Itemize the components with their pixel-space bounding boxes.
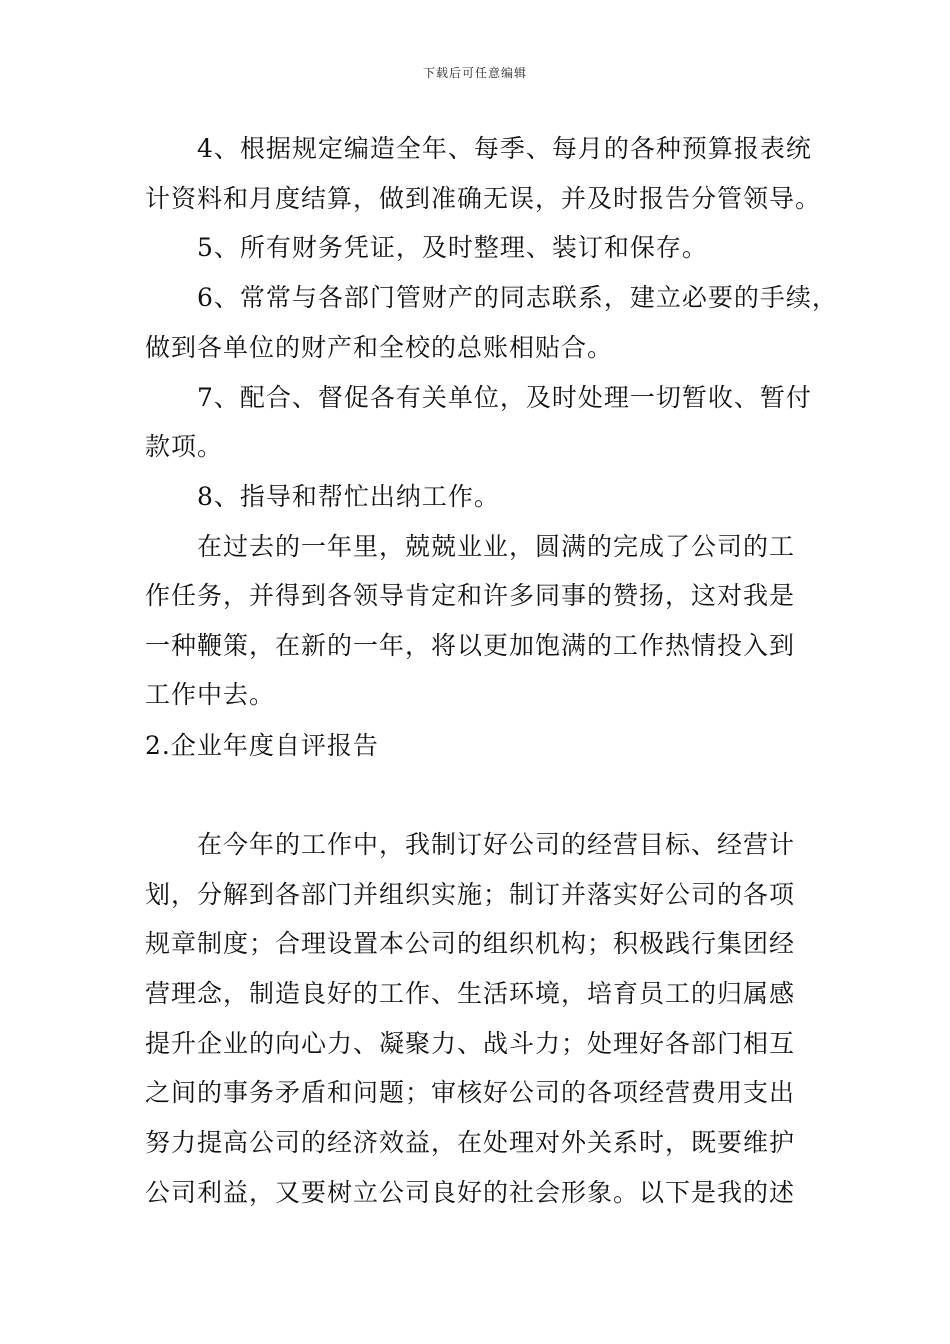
text-line: 4、根据规定编造全年、每季、每月的各种预算报表统 — [197, 134, 812, 163]
section-heading: 2.企业年度自评报告 — [145, 731, 379, 760]
text-line: 在今年的工作中，我制订好公司的经营目标、经营计 — [197, 830, 796, 859]
text-line: 在过去的一年里，兢兢业业，圆满的完成了公司的工 — [197, 532, 796, 561]
page-header: 下载后可任意编辑 — [422, 66, 527, 80]
text-line: 营理念，制造良好的工作、生活环境，培育员工的归属感 — [145, 979, 796, 1008]
text-line: 之间的事务矛盾和问题；审核好公司的各项经营费用支出 — [145, 1078, 796, 1107]
text-line: 7、配合、督促各有关单位，及时处理一切暂收、暂付 — [197, 383, 812, 412]
text-line: 划，分解到各部门并组织实施；制订并落实好公司的各项 — [145, 880, 796, 909]
text-line: 款项。 — [145, 432, 224, 461]
text-line: 公司利益，又要树立公司良好的社会形象。以下是我的述 — [145, 1178, 796, 1207]
text-line: 5、所有财务凭证，及时整理、装订和保存。 — [197, 233, 708, 262]
text-line: 作任务，并得到各领导肯定和许多同事的赞扬，这对我是 — [145, 581, 796, 610]
text-line: 6、常常与各部门管财产的同志联系，建立必要的手续， — [197, 283, 838, 312]
text-line: 规章制度；合理设置本公司的组织机构；积极践行集团经 — [145, 929, 796, 958]
text-line: 提升企业的向心力、凝聚力、战斗力；处理好各部门相互 — [145, 1029, 796, 1058]
text-line: 一种鞭策，在新的一年，将以更加饱满的工作热情投入到 — [145, 631, 796, 660]
text-line: 工作中去。 — [145, 680, 276, 709]
text-line: 做到各单位的财产和全校的总账相贴合。 — [145, 333, 614, 362]
text-line: 计资料和月度结算，做到准确无误，并及时报告分管领导。 — [145, 184, 822, 213]
text-line: 8、指导和帮忙出纳工作。 — [197, 482, 500, 511]
text-line: 努力提高公司的经济效益，在处理对外关系时，既要维护 — [145, 1128, 796, 1157]
